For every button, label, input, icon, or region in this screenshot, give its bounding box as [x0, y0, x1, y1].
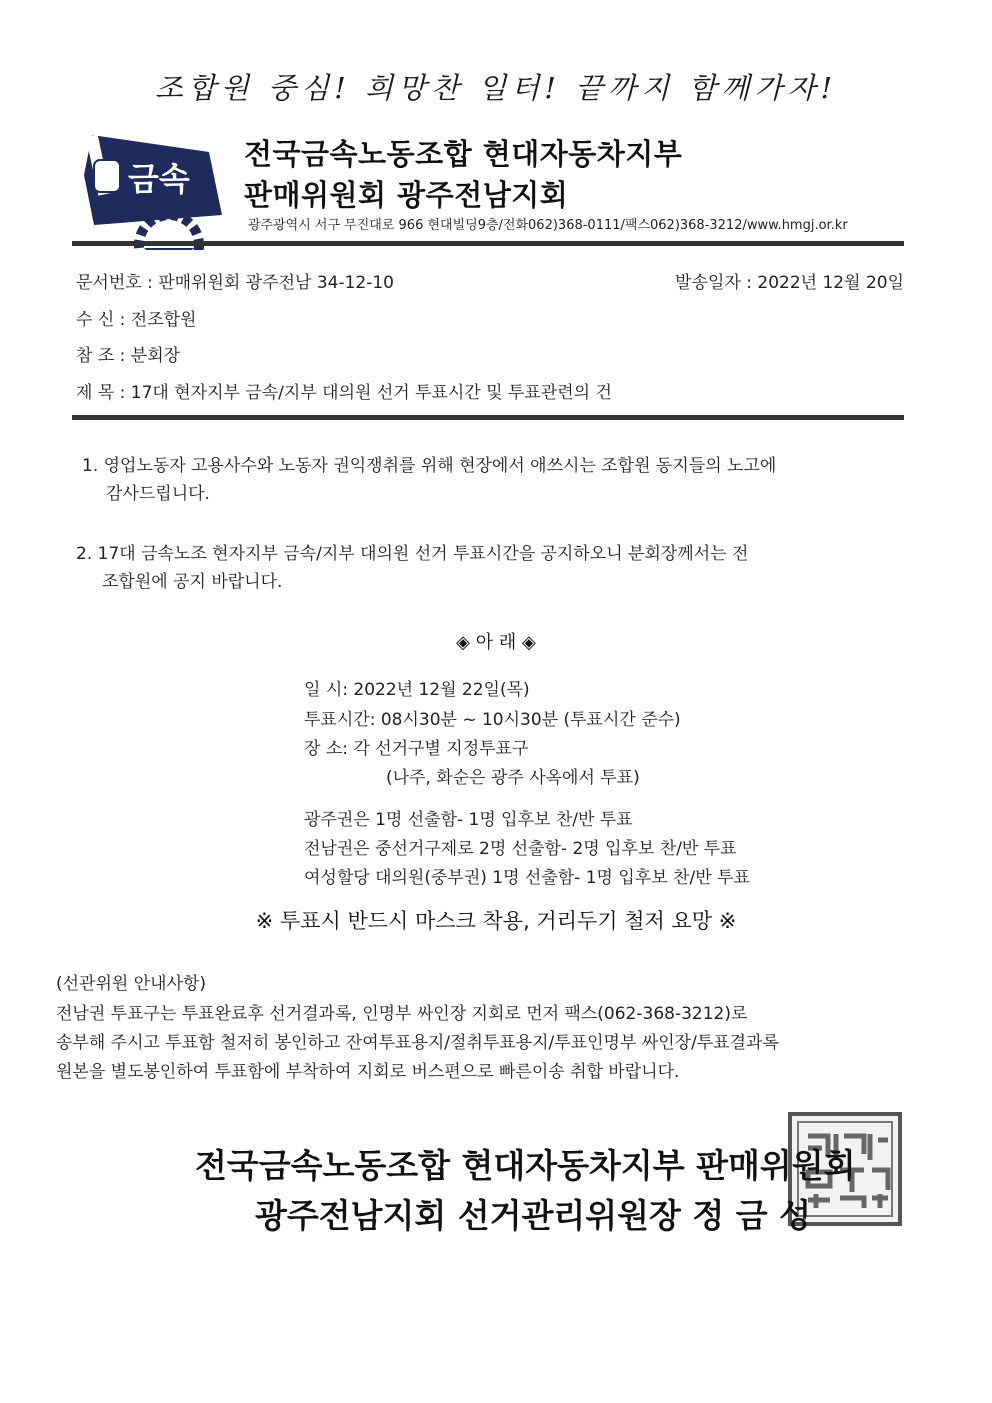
send-date: 발송일자 : 2022년 12월 20일: [675, 273, 904, 293]
notice-line2: 송부해 주시고 투표함 철저히 봉인하고 잔여투표용지/절취투표용지/투표인명부 싸인장/투표결과록: [56, 1033, 779, 1053]
mask-warning: ※ 투표시 반드시 마스크 착용, 거리두기 철저 요망 ※: [255, 909, 737, 933]
org-name-line1: 전국금속노동조합 현대자동차지부: [244, 137, 683, 171]
org-name-line2: 판매위원회 광주전남지회: [244, 178, 569, 212]
notice-line3: 원본을 별도봉인하여 투표함에 부착하여 지회로 버스편으로 빠른이송 취합 바랍니다.: [56, 1062, 680, 1082]
recipient: 수 신 : 전조합원: [76, 310, 197, 330]
detail-date: 일 시: 2022년 12월 22일(목): [304, 680, 530, 700]
logo-text: 금속: [128, 160, 190, 198]
header-divider: [72, 241, 904, 246]
doc-number: 문서번호 : 판매위원회 광주전남 34-12-10: [76, 273, 394, 293]
detail-time: 투표시간: 08시30분 ~ 10시30분 (투표시간 준수): [304, 710, 681, 730]
paragraph-2-line2: 조합원에 공지 바랍니다.: [102, 572, 283, 592]
signature-line2: 광주전남지회 선거관리위원장 정 금 성: [255, 1196, 812, 1235]
meta-divider: [72, 415, 904, 420]
slogan: 조합원 중심! 희망찬 일터! 끝까지 함께가자!: [154, 71, 838, 105]
detail-place-note: (나주, 화순은 광주 사옥에서 투표): [386, 768, 640, 788]
org-address: 광주광역시 서구 무진대로 966 현대빌딩9층/전화062)368-0111/팩스062)368-3212/www.hmgj.or.kr: [248, 218, 848, 233]
signature-line1: 전국금속노동조합 현대자동차지부 판매위원회: [195, 1146, 856, 1185]
reference: 참 조 : 분회장: [76, 346, 181, 366]
detail-gwangju: 광주권은 1명 선출함- 1명 입후보 찬/반 투표: [304, 810, 633, 830]
subject: 제 목 : 17대 현자지부 금속/지부 대의원 선거 투표시간 및 투표관련의 건: [76, 383, 612, 403]
paragraph-1-line2: 감사드립니다.: [106, 484, 210, 504]
union-fist-gear-logo: [84, 130, 229, 250]
notice-line1: 전남권 투표구는 투표완료후 선거결과록, 인명부 싸인장 지회로 먼저 팩스(062-368-3212)로: [56, 1004, 748, 1024]
paragraph-1-line1: 1. 영업노동자 고용사수와 노동자 권익쟁취를 위해 현장에서 애쓰시는 조합원 동지들의 노고에: [82, 456, 777, 476]
detail-place: 장 소: 각 선거구별 지정투표구: [304, 739, 529, 759]
notice-heading: (선관위원 안내사항): [56, 974, 207, 994]
detail-jeonnam: 전남권은 중선거구제로 2명 선출함- 2명 입후보 찬/반 투표: [304, 839, 737, 859]
paragraph-2-line1: 2. 17대 금속노조 현자지부 금속/지부 대의원 선거 투표시간을 공지하오니 분회장께서는 전: [76, 544, 749, 564]
details-title: ◈ 아 래 ◈: [456, 632, 536, 653]
detail-women: 여성할당 대의원(중부권) 1명 선출함- 1명 입후보 찬/반 투표: [304, 868, 750, 888]
